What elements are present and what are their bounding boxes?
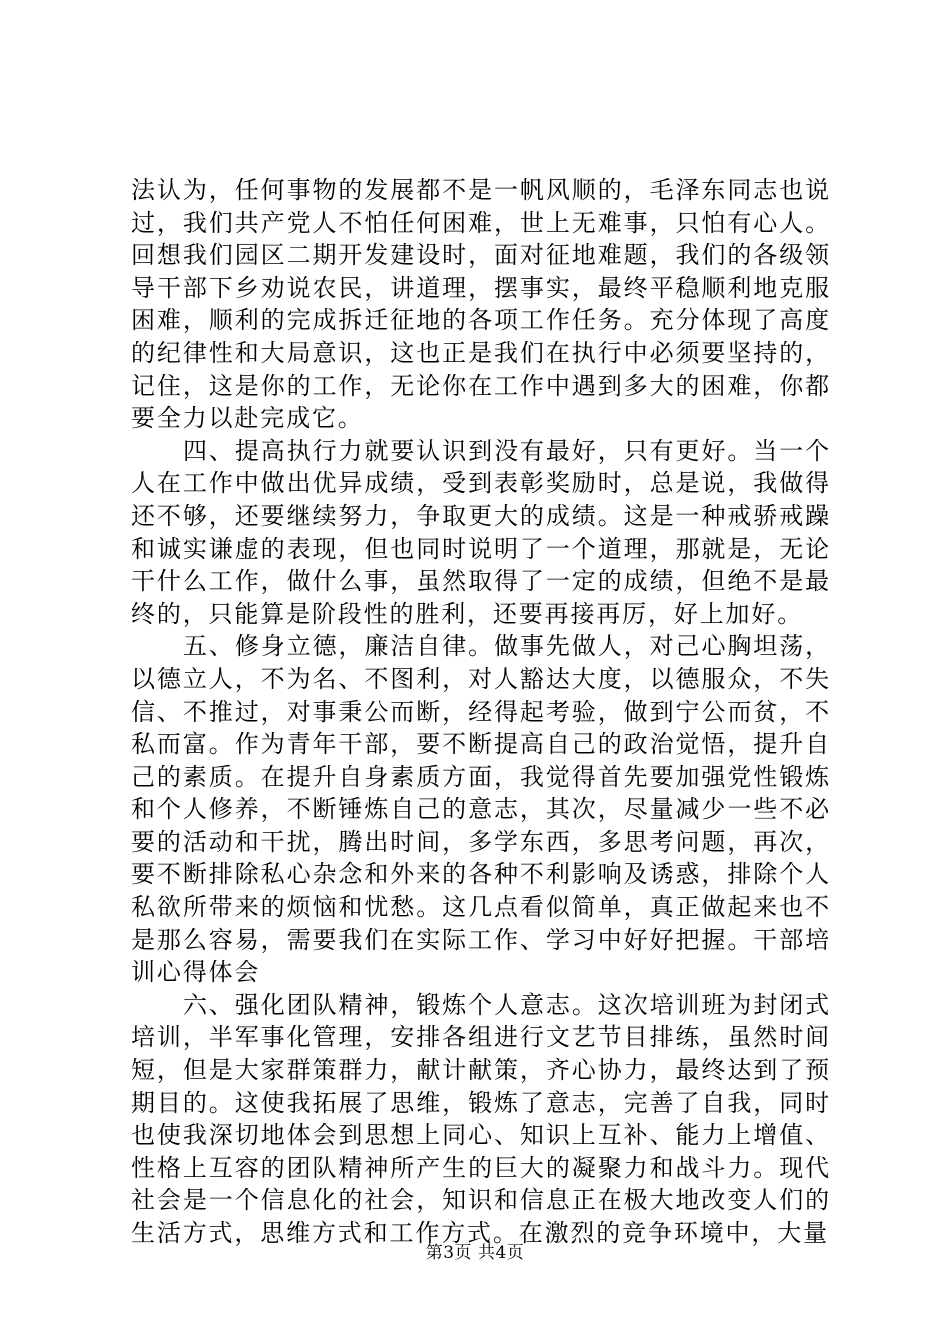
paragraph-section-four: 四、提高执行力就要认识到没有最好，只有更好。当一个人在工作中做出优异成绩，受到表彰奖励时，总是说，我做得还不够，还要继续努力，争取更大的成绩。这是一种戒骄戒躁和诚实谦虚的表现，但也同时说明了一个道理，那就是，无论干什么工作，做什么事，虽然取得了一定的成绩，但绝不是最终的，只能算是阶段性的胜利，还要再接再厉，好上加好。: [131, 436, 831, 628]
paragraph-section-five: 五、修身立德，廉洁自律。做事先做人，对己心胸坦荡，以德立人，不为名、不图利，对人豁达大度，以德服众，不失信、不推过，对事秉公而断，经得起考验，做到宁公而贫，不私而富。作为青年干部，要不断提高自己的政治觉悟，提升自己的素质。在提升自身素质方面，我觉得首先要加强党性锻炼和个人修养，不断锤炼自己的意志，其次，尽量减少一些不必要的活动和干扰，腾出时间，多学东西，多思考问题，再次，要不断排除私心杂念和外来的各种不利影响及诱惑，排除个人私欲所带来的烦恼和忧愁。这几点看似简单，真正做起来也不是那么容易，需要我们在实际工作、学习中好好把握。干部培训心得体会: [131, 632, 831, 987]
paragraph-section-six: 六、强化团队精神，锻炼个人意志。这次培训班为封闭式培训，半军事化管理，安排各组进行文艺节目排练，虽然时间短，但是大家群策群力，献计献策，齐心协力，最终达到了预期目的。这使我拓展了思维，锻炼了意志，完善了自我，同时也使我深切地体会到思想上同心、知识上互补、能力上增值、性格上互容的团队精神所产生的巨大的凝聚力和战斗力。现代社会是一个信息化的社会，知识和信息正在极大地改变人们的生活方式，思维方式和工作方式。在激烈的竞争环境中，大量: [131, 990, 831, 1247]
document-body: [131, 174, 831, 1250]
paragraph-continuation: 法认为，任何事物的发展都不是一帆风顺的，毛泽东同志也说过，我们共产党人不怕任何困难，世上无难事，只怕有心人。回想我们园区二期开发建设时，面对征地难题，我们的各级领导干部下乡劝说农民，讲道理，摆事实，最终平稳顺利地克服困难，顺利的完成拆迁征地的各项工作任务。充分体现了高度的纪律性和大局意识，这也正是我们在执行中必须要坚持的，记住，这是你的工作，无论你在工作中遇到多大的困难，你都要全力以赴完成它。: [131, 176, 831, 433]
page-number-footer: 第3页 共4页: [425, 1243, 525, 1263]
